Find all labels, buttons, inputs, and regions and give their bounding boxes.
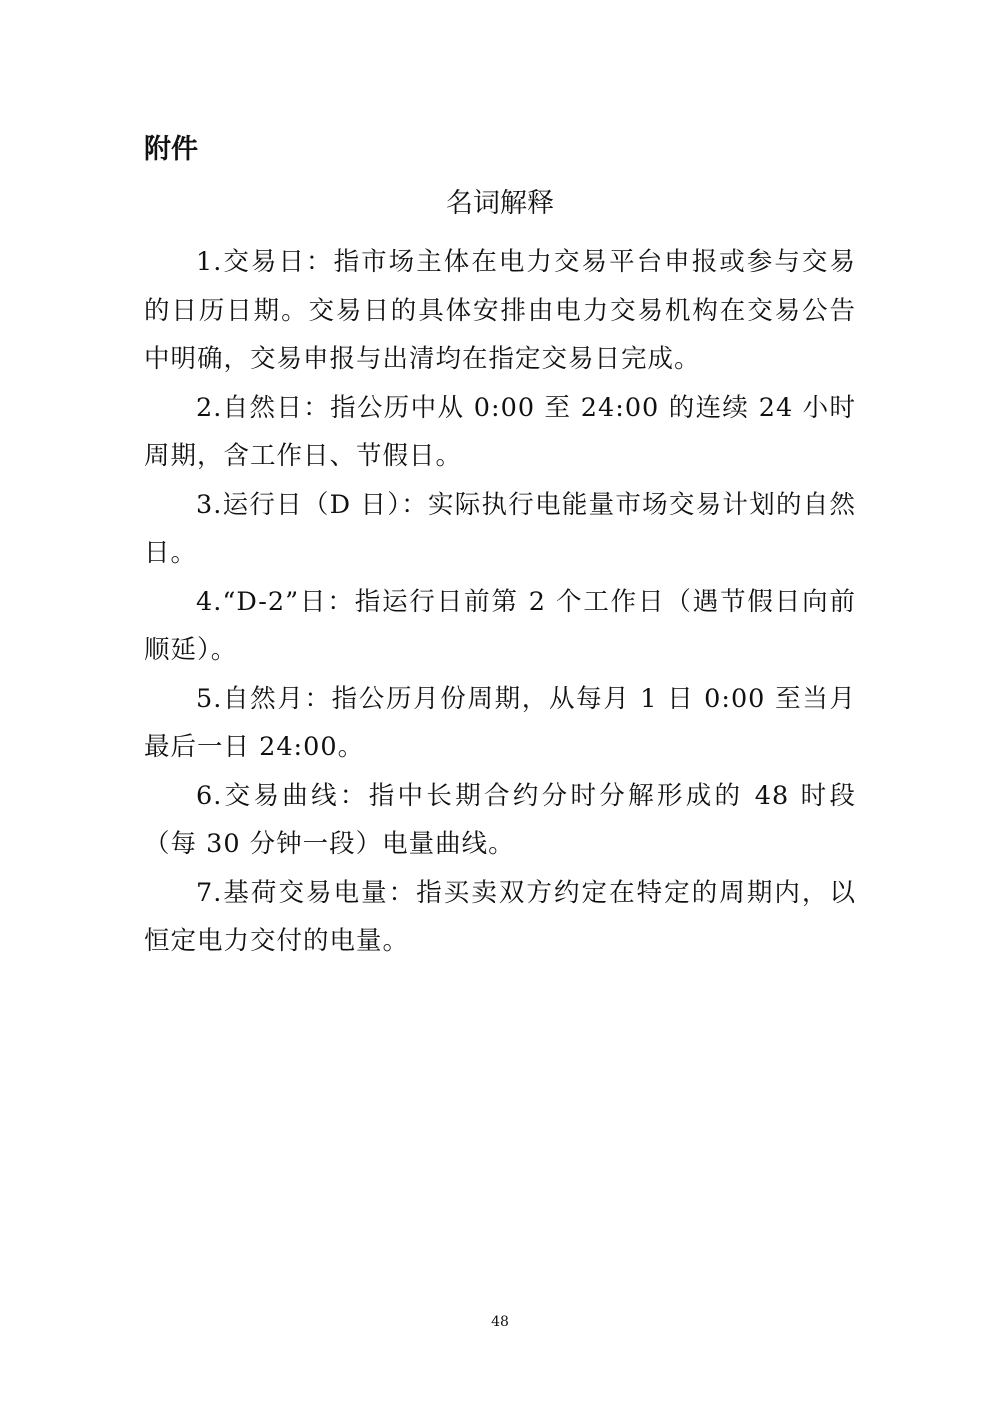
page-number: 48 xyxy=(491,1314,509,1330)
definition-item-operating-day: 3.运行日（D 日）：实际执行电能量市场交易计划的自然日。 xyxy=(144,489,856,568)
page-title: 名词解释 xyxy=(446,188,554,219)
definitions-list xyxy=(144,238,856,966)
definition-item-baseload-energy: 7.基荷交易电量：指买卖双方约定在特定的周期内，以恒定电力交付的电量。 xyxy=(144,877,856,956)
definition-item-d-2-day: 4.“D-2”日：指运行日前第 2 个工作日（遇节假日向前顺延）。 xyxy=(144,586,856,665)
definition-item-trading-day: 1.交易日：指市场主体在电力交易平台申报或参与交易的日历日期。交易日的具体安排由电力交易机构在交易公告中明确，交易申报与出清均在指定交易日完成。 xyxy=(144,247,856,374)
definition-item-trading-curve: 6.交易曲线：指中长期合约分时分解形成的 48 时段（每 30 分钟一段）电量曲线。 xyxy=(144,780,856,859)
definition-item-natural-month: 5.自然月：指公历月份周期，从每月 1 日 0:00 至当月最后一日 24:00。 xyxy=(144,683,856,762)
definition-item-natural-day: 2.自然日：指公历中从 0:00 至 24:00 的连续 24 小时周期，含工作日、节假日。 xyxy=(144,392,856,471)
attachment-label: 附件 xyxy=(144,134,198,165)
